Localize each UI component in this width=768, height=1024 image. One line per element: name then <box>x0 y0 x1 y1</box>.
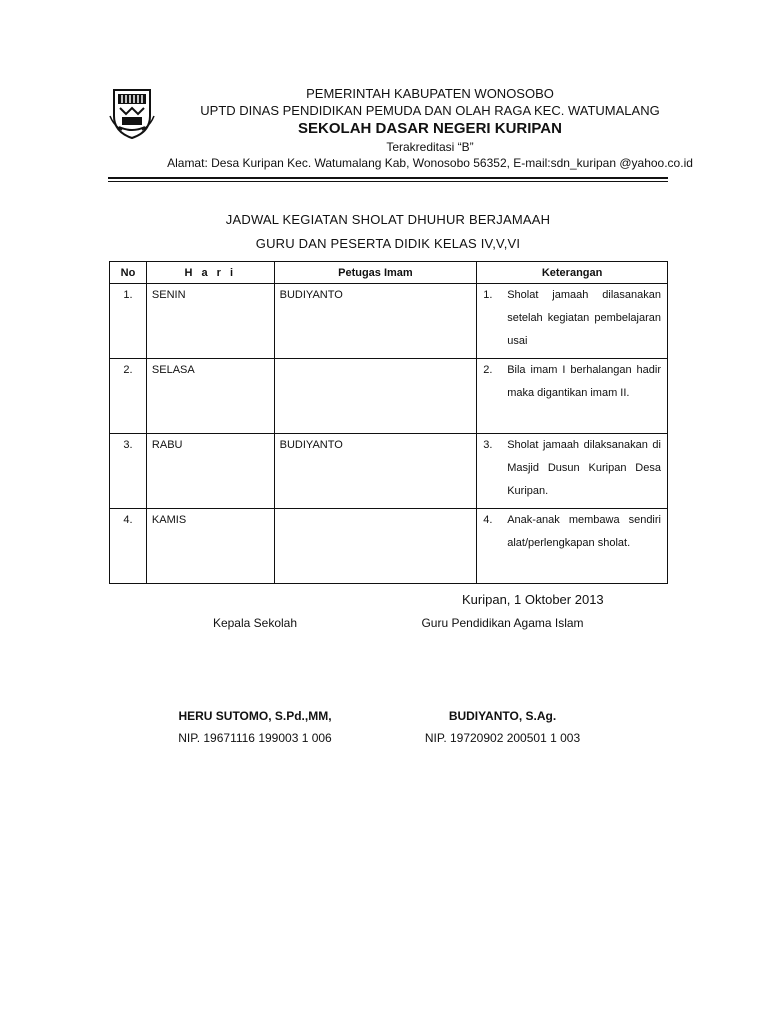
row-imam: BUDIYANTO <box>274 284 477 359</box>
table-header-row <box>110 262 668 284</box>
row-notes-cell <box>477 434 668 509</box>
letterhead-divider-thin <box>108 181 668 182</box>
row-notes-text: Sholat jamaah dilaksanakan di Masjid Dusun Kuripan Desa Kuripan. <box>507 439 661 497</box>
column-header-no: No <box>110 262 147 284</box>
document-subtitle: GURU DAN PESERTA DIDIK KELAS IV,V,VI <box>255 236 521 251</box>
table-row <box>110 509 668 584</box>
principal-nip: NIP. 19671116 199003 1 006 <box>178 731 332 745</box>
schedule-table <box>109 261 668 584</box>
row-notes-number: 2. <box>483 364 493 376</box>
row-number: 2. <box>110 359 147 434</box>
letterhead-school-name: SEKOLAH DASAR NEGERI KURIPAN <box>298 120 562 137</box>
row-imam <box>274 509 477 584</box>
row-day: SELASA <box>146 359 274 434</box>
row-notes-text: Anak-anak membawa sendiri alat/perlengkapan sholat. <box>507 514 661 549</box>
letterhead-government: PEMERINTAH KABUPATEN WONOSOBO <box>306 86 554 101</box>
row-day: SENIN <box>146 284 274 359</box>
row-number: 1. <box>110 284 147 359</box>
regency-emblem-logo <box>108 86 156 140</box>
row-day: KAMIS <box>146 509 274 584</box>
principal-role: Kepala Sekolah <box>212 616 298 630</box>
row-number: 4. <box>110 509 147 584</box>
teacher-nip: NIP. 19720902 200501 1 003 <box>424 731 581 745</box>
principal-name: HERU SUTOMO, S.Pd.,MM, <box>178 709 332 723</box>
row-notes-cell <box>477 359 668 434</box>
teacher-role: Guru Pendidikan Agama Islam <box>421 616 584 630</box>
table-row <box>110 434 668 509</box>
place-date: Kuripan, 1 Oktober 2013 <box>462 592 604 607</box>
letterhead-accreditation: Terakreditasi “B” <box>386 140 474 154</box>
row-notes-text: Bila imam I berhalangan hadir maka digantikan imam II. <box>507 364 661 399</box>
row-day: RABU <box>146 434 274 509</box>
teacher-name: BUDIYANTO, S.Ag. <box>448 709 557 723</box>
row-imam: BUDIYANTO <box>274 434 477 509</box>
letterhead-divider-thick <box>108 177 668 179</box>
table-row <box>110 284 668 359</box>
row-notes-number: 4. <box>483 514 493 526</box>
row-imam <box>274 359 477 434</box>
row-number: 3. <box>110 434 147 509</box>
row-notes-number: 1. <box>483 289 493 301</box>
row-notes-number: 3. <box>483 439 493 451</box>
row-notes-cell <box>477 284 668 359</box>
table-row <box>110 359 668 434</box>
letterhead-address: Alamat: Desa Kuripan Kec. Watumalang Kab, Wonosobo 56352, E-mail:sdn_kuripan @yahoo.co.id <box>167 156 693 170</box>
letterhead-department: UPTD DINAS PENDIDIKAN PEMUDA DAN OLAH RAGA KEC. WATUMALANG <box>200 103 660 118</box>
column-header-imam: Petugas Imam <box>274 262 477 284</box>
row-notes-text: Sholat jamaah dilasanakan setelah kegiatan pembelajaran usai <box>507 289 661 347</box>
row-notes-cell <box>477 509 668 584</box>
column-header-day: H a r i <box>146 262 274 284</box>
document-title: JADWAL KEGIATAN SHOLAT DHUHUR BERJAMAAH <box>225 212 551 227</box>
column-header-notes: Keterangan <box>477 262 668 284</box>
